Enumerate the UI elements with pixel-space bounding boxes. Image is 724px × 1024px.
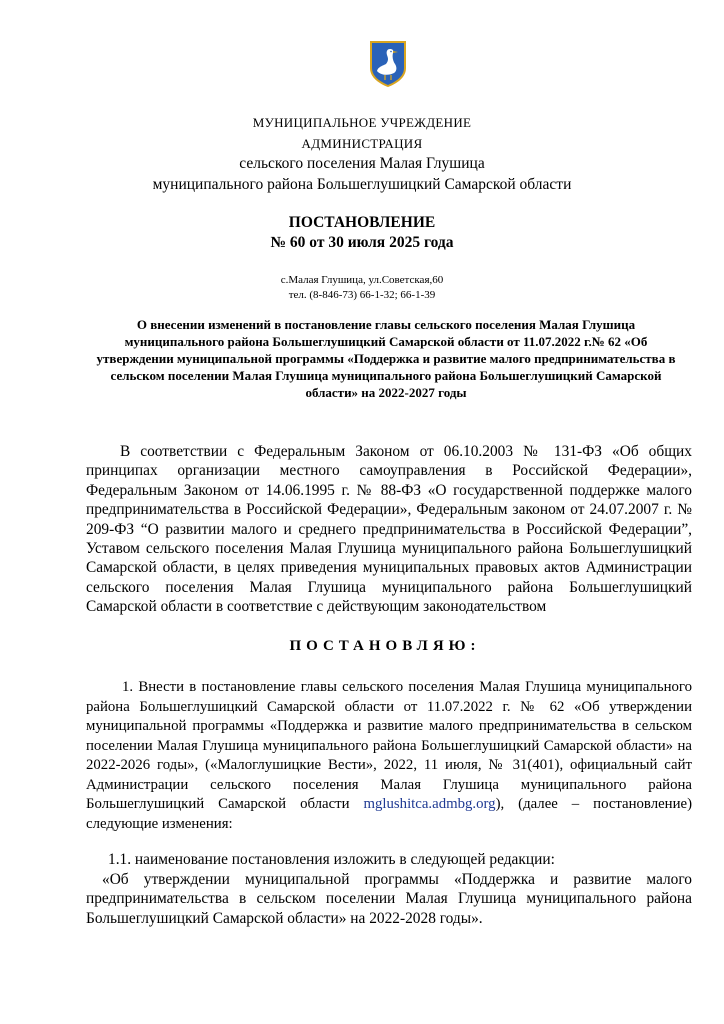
preamble-paragraph: В соответствии с Федеральным Законом от 06.10.2003 № 131-ФЗ «Об общих принципах организации местного самоуправления в Российской Федерации», Федеральным Законом от 14.06.1995 г. № 88-ФЗ «О государственной поддержке малого предпринимательства в Российской Федерации», Федеральным законом от 24.07.2007 г. № 209-ФЗ “О развитии малого и среднего предпринимательства в Российской Федерации”, Уставом сельского поселения Малая Глушица муниципального района Большеглушицкий Самарской области, в целях приведения муниципальных правовых актов Администрации сельского поселения Малая Глушица муниципального района Большеглушицкий Самарской области в соответствие с действующим законодательством (86, 443, 692, 616)
item-1-text-end: ), (далее – постановление) следующие изменения: (86, 796, 693, 832)
address-line: с.Малая Глушица, ул.Советская,60 (280, 274, 444, 286)
coat-of-arms-goose-icon (368, 40, 408, 88)
document-number-date: № 60 от 30 июля 2025 года (270, 234, 454, 251)
item-1-paragraph (86, 678, 692, 834)
item-1-text: 1. Внести в постановление главы сельского поселения Малая Глушица муниципального района Большеглушицкий Самарской области от 11.07.2022 г. № 62 «Об утверждении муниципальной программы «Поддержка и развитие малого предпринимательства в сельском поселении Малая Глушица муниципального района Большеглушицкий Самарской области» на 2022-2026 годы», («Малоглушицкие Вести», 2022, 11 июля, № 31(401), официальный сайт Администрации сельского поселения Малая Глушица муниципального района Большеглушицкий Самарской области (86, 679, 692, 812)
phone-line: тел. (8-846-73) 66-1-32; 66-1-39 (288, 289, 436, 301)
settlement-heading: сельского поселения Малая Глушица (239, 155, 485, 172)
website-link[interactable]: mglushitca.admbg.org (363, 796, 496, 812)
item-1-1-label: 1.1. наименование постановления изложить в следующей редакции: (108, 851, 555, 868)
org-type-heading: МУНИЦИПАЛЬНОЕ УЧРЕЖДЕНИЕ (252, 115, 472, 130)
document-subject: О внесении изменений в постановление главы сельского поселения Малая Глушица муниципального района Большеглушицкий Самарской области от 11.07.2022 г.№ 62 «Об утверждении муниципальной программы «Поддержка и развитие малого предпринимательства в сельском поселении Малая Глушица муниципального района Большеглушицкий Самарской области» на 2022-2027 годы (96, 317, 676, 400)
administration-heading: АДМИНИСТРАЦИЯ (301, 136, 423, 151)
document-title: ПОСТАНОВЛЕНИЕ (288, 214, 436, 231)
district-heading: муниципального района Большеглушицкий Самарской области (152, 176, 572, 193)
item-1-1-text: «Об утверждении муниципальной программы «Поддержка и развитие малого предпринимательства в сельском поселении Малая Глушица муниципального района Большеглушицкий Самарской области» на 2022-2028 годы». (86, 871, 692, 927)
decree-heading: ПОСТАНОВЛЯЮ: (289, 638, 481, 654)
